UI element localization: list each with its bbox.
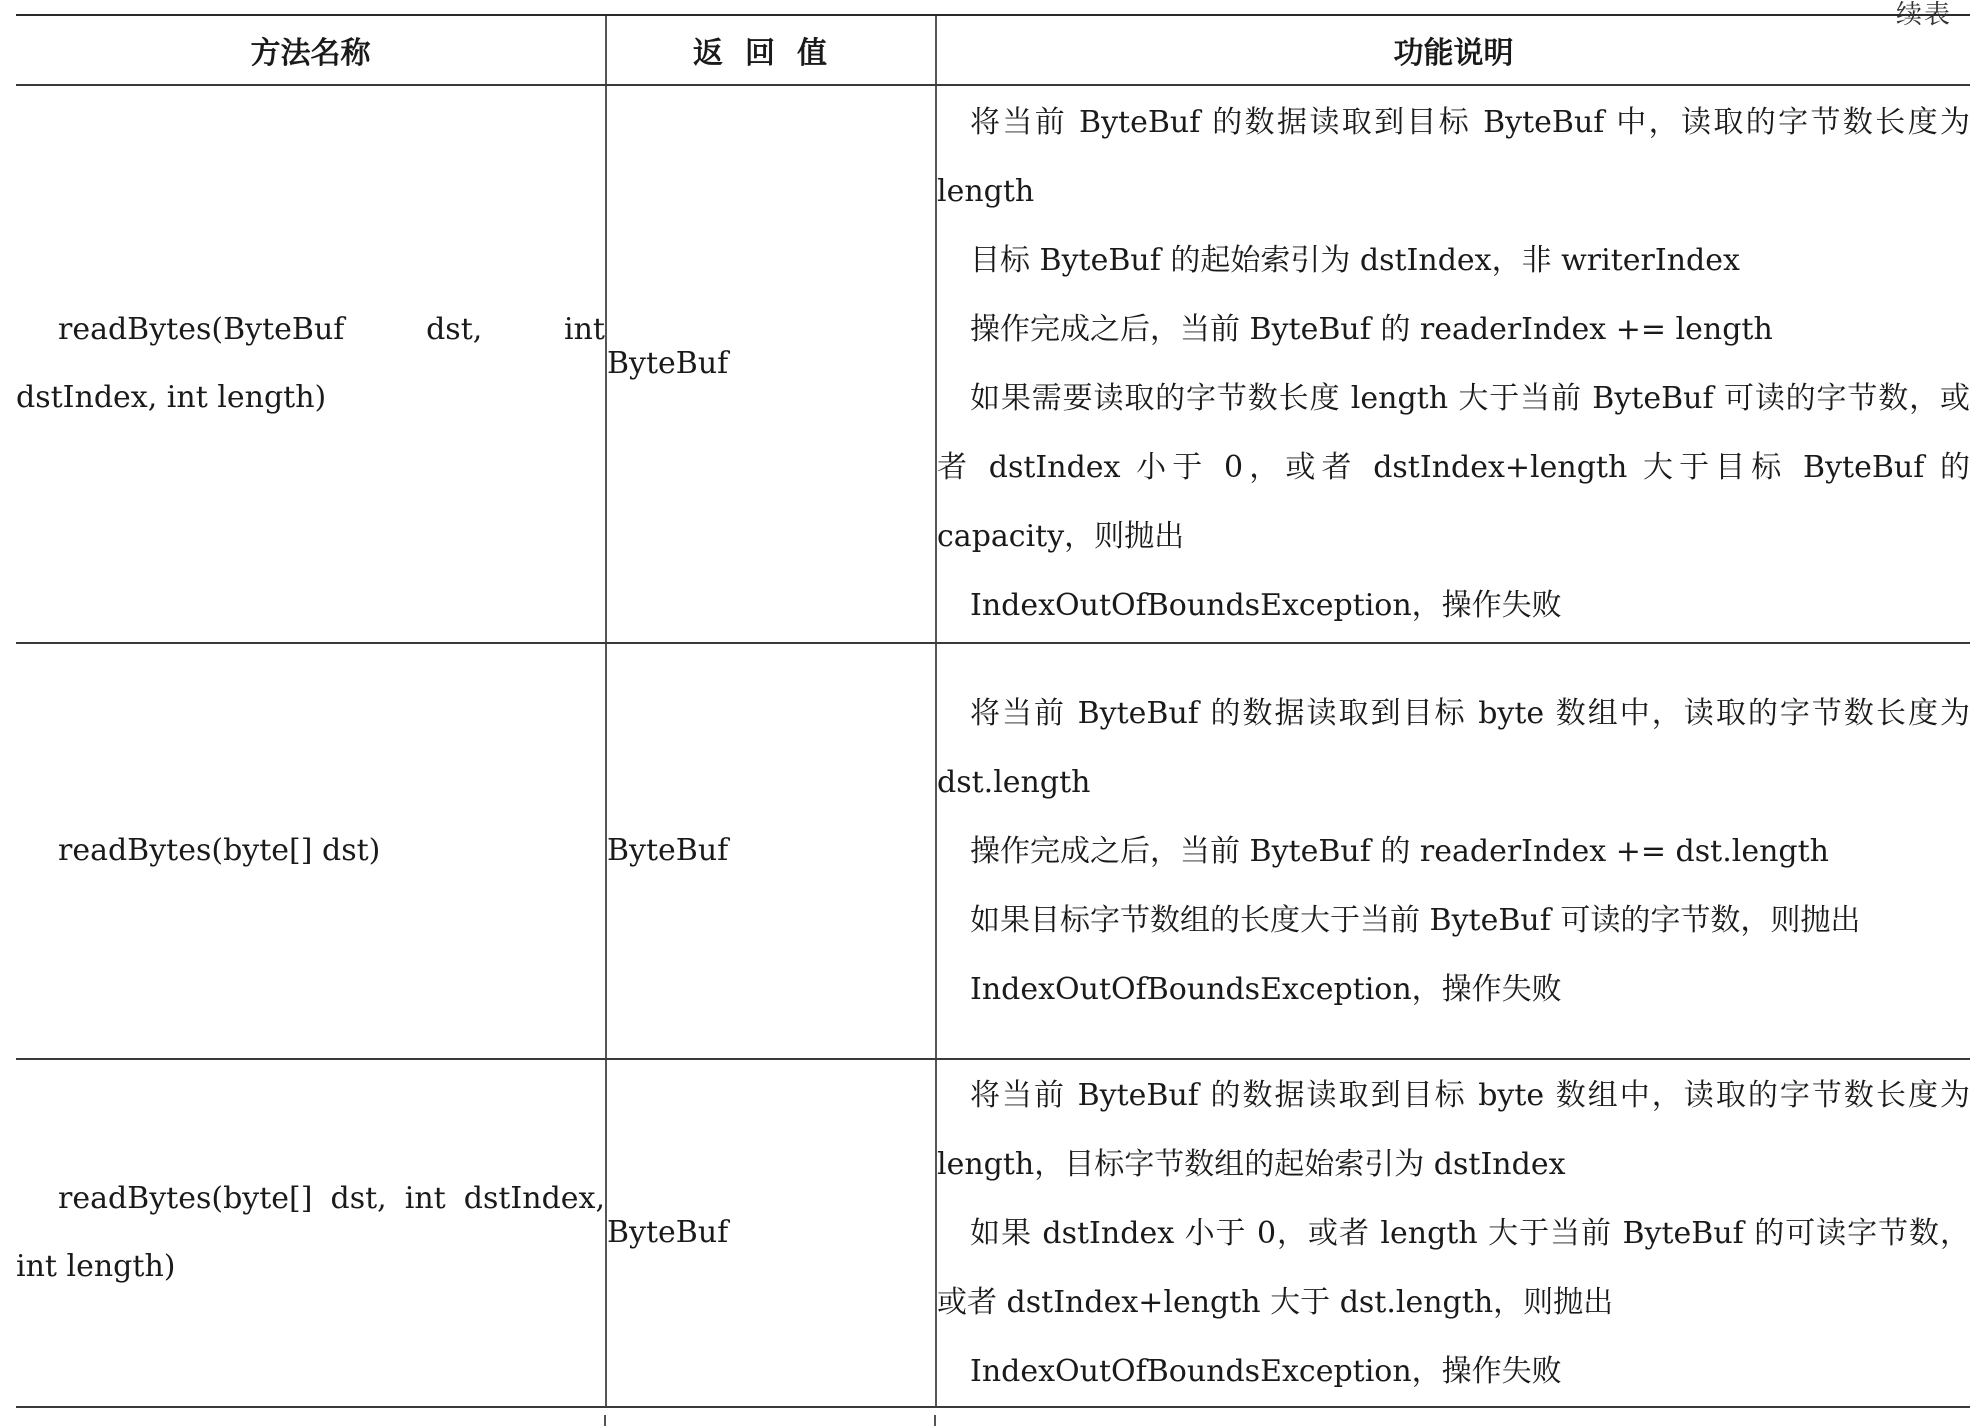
method-signature: readBytes(byte[] dst, int dstIndex, int length) <box>16 1181 605 1284</box>
description-line: 将当前 ByteBuf 的数据读取到目标 byte 数组中，读取的字节数长度为 length，目标字节数组的起始索引为 dstIndex <box>937 1077 1970 1182</box>
description-line: IndexOutOfBoundsException，操作失败 <box>970 588 1562 623</box>
description-line: 操作完成之后，当前 ByteBuf 的 readerIndex += length <box>970 312 1773 347</box>
description-line: IndexOutOfBoundsException，操作失败 <box>970 971 1562 1007</box>
header-return-value: 返回值 <box>606 15 936 85</box>
method-cell <box>16 1059 606 1407</box>
method-cell <box>16 643 606 1059</box>
method-signature: readBytes(ByteBuf dst, int dstIndex, int length) <box>16 312 605 415</box>
description-line: 将当前 ByteBuf 的数据读取到目标 ByteBuf 中，读取的字节数长度为 length <box>937 105 1970 209</box>
header-method-name: 方法名称 <box>16 15 606 85</box>
return-type-cell: ByteBuf <box>606 643 936 1059</box>
description-line: 如果目标字节数组的长度大于当前 ByteBuf 可读的字节数，则抛出 <box>970 902 1861 938</box>
method-signature: readBytes(byte[] dst) <box>58 833 381 868</box>
description-line: 将当前 ByteBuf 的数据读取到目标 byte 数组中，读取的字节数长度为 dst.length <box>937 695 1970 800</box>
table-continuation <box>16 1415 1970 1426</box>
description-cell <box>936 85 1970 643</box>
description-cell <box>936 1059 1970 1407</box>
column-divider <box>604 1415 606 1426</box>
description-line: 如果需要读取的字节数长度 length 大于当前 ByteBuf 可读的字节数，或者 dstIndex 小于 0，或者 dstIndex+length 大于目标 ByteBuf 的 capacity，则抛出 <box>937 381 1970 554</box>
return-type-cell: ByteBuf <box>606 85 936 643</box>
return-type-cell: ByteBuf <box>606 1059 936 1407</box>
description-line: IndexOutOfBoundsException，操作失败 <box>970 1353 1562 1389</box>
table-row <box>16 1059 1970 1407</box>
description-cell <box>936 643 1970 1059</box>
continued-table-mark: 续表 <box>1895 0 1952 30</box>
table-row <box>16 85 1970 643</box>
table-header-row <box>16 15 1970 85</box>
description-line: 操作完成之后，当前 ByteBuf 的 readerIndex += dst.length <box>970 833 1829 869</box>
description-line: 目标 ByteBuf 的起始索引为 dstIndex，非 writerIndex <box>970 243 1740 278</box>
method-cell <box>16 85 606 643</box>
header-description: 功能说明 <box>936 15 1970 85</box>
table-row <box>16 643 1970 1059</box>
method-table <box>16 14 1970 1408</box>
description-line: 如果 dstIndex 小于 0，或者 length 大于当前 ByteBuf 的可读字节数，或者 dstIndex+length 大于 dst.length，则抛出 <box>937 1215 1970 1320</box>
column-divider <box>934 1415 936 1426</box>
